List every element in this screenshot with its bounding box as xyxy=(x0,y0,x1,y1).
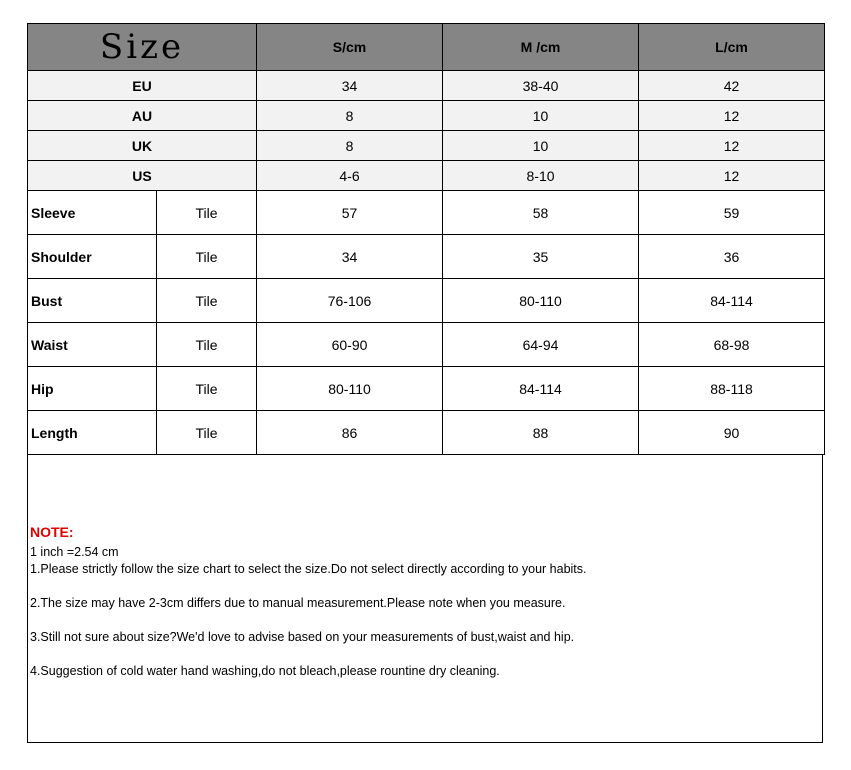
size-title: Size xyxy=(28,24,257,71)
column-header-m: M /cm xyxy=(443,24,639,71)
region-row-au xyxy=(28,101,825,131)
measure-row-length xyxy=(28,411,825,455)
table-cell: 10 xyxy=(443,131,639,161)
measure-method: Tile xyxy=(157,367,257,411)
measure-label: Waist xyxy=(28,323,157,367)
table-cell: 12 xyxy=(639,131,825,161)
measure-row-shoulder xyxy=(28,235,825,279)
table-cell: 59 xyxy=(639,191,825,235)
measure-label: Hip xyxy=(28,367,157,411)
size-chart-table xyxy=(27,23,825,455)
region-label: UK xyxy=(28,131,257,161)
table-cell: 8 xyxy=(257,101,443,131)
measure-row-hip xyxy=(28,367,825,411)
table-cell: 36 xyxy=(639,235,825,279)
table-cell: 35 xyxy=(443,235,639,279)
table-cell: 64-94 xyxy=(443,323,639,367)
table-cell: 84-114 xyxy=(639,279,825,323)
table-cell: 88-118 xyxy=(639,367,825,411)
table-cell: 34 xyxy=(257,235,443,279)
region-label: AU xyxy=(28,101,257,131)
region-label: US xyxy=(28,161,257,191)
note-line-1: 1.Please strictly follow the size chart to select the size.Do not select directly according to your habits. xyxy=(30,562,587,576)
table-cell: 84-114 xyxy=(443,367,639,411)
inch-conversion: 1 inch =2.54 cm xyxy=(30,545,119,559)
measure-method: Tile xyxy=(157,279,257,323)
table-cell: 57 xyxy=(257,191,443,235)
notes-section xyxy=(30,524,810,680)
measure-row-waist xyxy=(28,323,825,367)
table-cell: 58 xyxy=(443,191,639,235)
table-cell: 60-90 xyxy=(257,323,443,367)
table-cell: 90 xyxy=(639,411,825,455)
measure-method: Tile xyxy=(157,411,257,455)
note-line-3: 3.Still not sure about size?We'd love to advise based on your measurements of bust,waist and hip. xyxy=(30,630,575,644)
column-header-l: L/cm xyxy=(639,24,825,71)
measure-method: Tile xyxy=(157,191,257,235)
measure-method: Tile xyxy=(157,235,257,279)
note-line-2: 2.The size may have 2-3cm differs due to manual measurement.Please note when you measure. xyxy=(30,596,566,610)
note-title: NOTE: xyxy=(30,524,74,540)
header-row xyxy=(28,24,825,71)
table-cell: 8 xyxy=(257,131,443,161)
table-cell: 34 xyxy=(257,71,443,101)
table-cell: 38-40 xyxy=(443,71,639,101)
measure-label: Shoulder xyxy=(28,235,157,279)
table-cell: 88 xyxy=(443,411,639,455)
table-cell: 10 xyxy=(443,101,639,131)
table-cell: 4-6 xyxy=(257,161,443,191)
measure-label: Bust xyxy=(28,279,157,323)
measure-row-bust xyxy=(28,279,825,323)
note-line-4: 4.Suggestion of cold water hand washing,do not bleach,please rountine dry cleaning. xyxy=(30,664,500,678)
column-header-s: S/cm xyxy=(257,24,443,71)
table-cell: 12 xyxy=(639,101,825,131)
measure-label: Sleeve xyxy=(28,191,157,235)
region-row-eu xyxy=(28,71,825,101)
table-cell: 68-98 xyxy=(639,323,825,367)
table-cell: 76-106 xyxy=(257,279,443,323)
measure-label: Length xyxy=(28,411,157,455)
measure-row-sleeve xyxy=(28,191,825,235)
region-label: EU xyxy=(28,71,257,101)
table-cell: 8-10 xyxy=(443,161,639,191)
measure-method: Tile xyxy=(157,323,257,367)
table-cell: 80-110 xyxy=(443,279,639,323)
table-cell: 12 xyxy=(639,161,825,191)
table-cell: 42 xyxy=(639,71,825,101)
table-cell: 86 xyxy=(257,411,443,455)
region-row-us xyxy=(28,161,825,191)
table-cell: 80-110 xyxy=(257,367,443,411)
region-row-uk xyxy=(28,131,825,161)
